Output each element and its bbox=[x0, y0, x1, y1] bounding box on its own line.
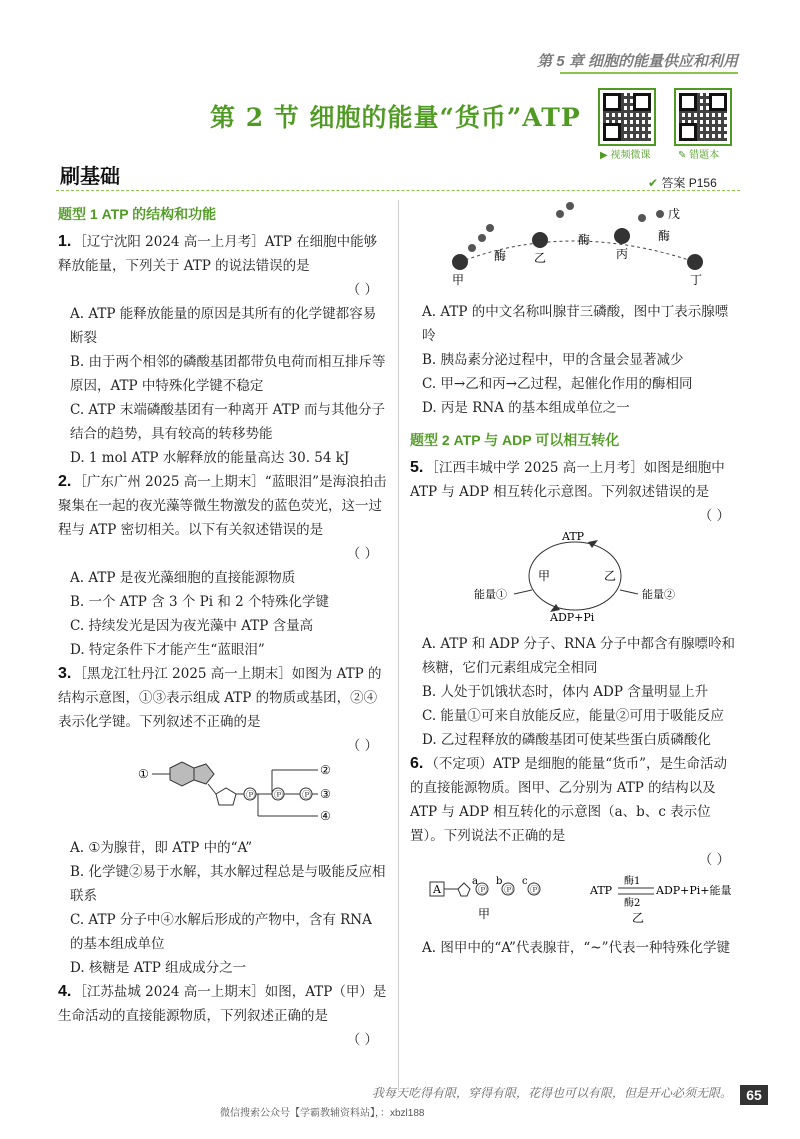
question-3: 3. ［黑龙江牡丹江 2025 高一上期末］如图为 ATP 的结构示意图，①③表示组成 ATP 的物质或基团，②④表示化学键。下列叙述不正确的是 （ ） ① Ⓟ Ⓟ Ⓟ ② ③ ④ A. ①为腺苷，即 ATP 中的“A” B. 化学键②易于水解，其水解过程总是与吸能反应相联系 C. ATP 分子中④水解后形成的产物中，含有 RNA 的基本组成单位 D. 核糖是 ATP 组成成分之一 bbox=[58, 662, 388, 980]
column-divider bbox=[398, 200, 399, 1090]
svg-text:Ⓟ: Ⓟ bbox=[504, 886, 514, 896]
fig-label-ding: 丁 bbox=[690, 273, 703, 287]
svg-text:甲: 甲 bbox=[538, 569, 551, 583]
svg-text:酶2: 酶2 bbox=[624, 898, 641, 909]
option-d[interactable]: D. 特定条件下才能产生“蓝眼泪” bbox=[70, 642, 265, 658]
atp-structure-conversion-figure bbox=[410, 872, 740, 928]
svg-text:ATP: ATP bbox=[590, 884, 613, 897]
fig-label-jia: 甲 bbox=[452, 273, 465, 287]
option-d[interactable]: D. 核糖是 ATP 组成成分之一 bbox=[70, 960, 247, 976]
option-d[interactable]: D. 丙是 RNA 的基本组成单位之一 bbox=[422, 400, 630, 416]
question-5: 5. ［江西丰城中学 2025 高一上月考］如图是细胞中 ATP 与 ADP 相互转化示意图。下列叙述错误的是 （ ） ATP ADP+Pi 甲 乙 能量① 能量② A. ATP 和 ADP 分子、RNA 分子中都含有腺嘌呤和核糖，它们元素组成完全相同 B. 人处于饥饿状态时，体内 ADP 含量明显上升 C. 能量①可来自放能反应，能量②可用于吸能反应 D. 乙过程释放的磷酸基团可使某些蛋白质磷酸化 bbox=[410, 456, 740, 752]
qr-label-errors: ✎ 错题本 bbox=[678, 150, 720, 161]
svg-text:Ⓟ: Ⓟ bbox=[530, 886, 540, 896]
question-1: 1. ［辽宁沈阳 2024 高一上月考］ATP 在细胞中能够释放能量，下列关于 ATP 的说法错误的是 （ ） A. ATP 能释放能量的原因是其所有的化学键都容易断裂 B. 由于两个相邻的磷酸基团都带负电荷而相互排斥等原因，ATP 中特殊化学键不稳定 C. ATP 末端磷酸基团有一种离开 ATP 而与其他分子结合的趋势，具有较高的转移势能 D. 1 mol ATP 水解释放的能量高达 30. 54 kJ bbox=[58, 230, 388, 470]
svg-text:②: ② bbox=[320, 763, 331, 777]
option-c[interactable]: C. ATP 末端磷酸基团有一种离开 ATP 而与其他分子结合的趋势，具有较高的转移势能 bbox=[70, 402, 386, 442]
svg-text:③: ③ bbox=[320, 787, 331, 801]
svg-text:a: a bbox=[472, 876, 478, 887]
fig-label-enzyme: 酶 bbox=[578, 233, 591, 247]
option-a[interactable]: A. ATP 是夜光藻细胞的直接能源物质 bbox=[70, 570, 296, 586]
option-b[interactable]: B. 由于两个相邻的磷酸基团都带负电荷而相互排斥等原因，ATP 中特殊化学键不稳定 bbox=[70, 354, 386, 394]
option-c[interactable]: C. 持续发光是因为夜光藻中 ATP 含量高 bbox=[70, 618, 314, 634]
fig-label-enzyme: 酶 bbox=[658, 229, 671, 243]
type-heading-1: 题型 1 ATP 的结构和功能 bbox=[58, 206, 217, 222]
option-a[interactable]: A. ATP 和 ADP 分子、RNA 分子中都含有腺嘌呤和核糖，它们元素组成完全相同 bbox=[422, 636, 735, 676]
svg-text:Ⓟ: Ⓟ bbox=[274, 791, 284, 801]
svg-text:Ⓟ: Ⓟ bbox=[302, 791, 312, 801]
option-b[interactable]: B. 一个 ATP 含 3 个 Pi 和 2 个特殊化学键 bbox=[70, 594, 330, 610]
option-d[interactable]: D. 乙过程释放的磷酸基团可使某些蛋白质磷酸化 bbox=[422, 732, 711, 748]
option-b[interactable]: B. 胰岛素分泌过程中，甲的含量会显著减少 bbox=[422, 352, 684, 368]
type-heading-2: 题型 2 ATP 与 ADP 可以相互转化 bbox=[410, 432, 620, 448]
answer-paren[interactable]: （ ） bbox=[346, 1032, 378, 1048]
option-c[interactable]: C. ATP 分子中④水解后形成的产物中，含有 RNA 的基本组成单位 bbox=[70, 912, 372, 952]
answer-paren[interactable]: （ ） bbox=[346, 738, 378, 754]
question-4: 4. ［江苏盐城 2024 高一上期末］如图，ATP（甲）是生命活动的直接能源物质，下列叙述正确的是 （ ） bbox=[58, 980, 388, 1052]
option-b[interactable]: B. 化学键②易于水解，其水解过程总是与吸能反应相联系 bbox=[70, 864, 386, 904]
answer-paren[interactable]: （ ） bbox=[346, 282, 378, 298]
page-number: 65 bbox=[740, 1085, 768, 1105]
option-b[interactable]: B. 人处于饥饿状态时，体内 ADP 含量明显上升 bbox=[422, 684, 709, 700]
chapter-underline bbox=[560, 72, 738, 74]
option-a[interactable]: A. ATP 的中文名称叫腺苷三磷酸，图中丁表示腺嘌呤 bbox=[422, 304, 729, 344]
svg-text:能量②: 能量② bbox=[642, 588, 675, 601]
svg-text:b: b bbox=[496, 876, 503, 887]
question-2: 2. ［广东广州 2025 高一上期末］“蓝眼泪”是海浪拍击聚集在一起的夜光藻等微生物激发的蓝色荧光，这一过程与 ATP 密切相关。以下有关叙述错误的是 （ ） A. ATP 是夜光藻细胞的直接能源物质 B. 一个 ATP 含 3 个 Pi 和 2 个特殊化学键 C. 持续发光是因为夜光藻中 ATP 含量高 D. 特定条件下才能产生“蓝眼泪” bbox=[58, 470, 388, 662]
svg-text:c: c bbox=[522, 876, 528, 887]
option-c[interactable]: C. 甲→乙和丙→乙过程，起催化作用的酶相同 bbox=[422, 376, 693, 392]
svg-text:④: ④ bbox=[320, 809, 331, 823]
svg-text:A: A bbox=[433, 883, 441, 896]
option-a[interactable]: A. 图甲中的“A”代表腺苷，“~”代表一种特殊化学键 bbox=[422, 940, 731, 956]
svg-text:Ⓟ: Ⓟ bbox=[246, 791, 256, 801]
question-6: 6. （不定项）ATP 是细胞的能量“货币”，是生命活动的直接能源物质。图甲、乙分别为 ATP 的结构以及 ATP 与 ADP 相互转化的示意图（a、b、c 表示位置）。下列说法不正确的是 （ ） A a Ⓟ b Ⓟ c Ⓟ 甲 ATP 酶1 酶2 ADP+Pi+能量 乙 A. 图甲中的“A”代表腺苷，“~”代表一种特殊化学键 bbox=[410, 752, 740, 960]
svg-text:乙: 乙 bbox=[632, 911, 645, 925]
qr-code-errors[interactable] bbox=[674, 88, 732, 146]
option-d[interactable]: D. 1 mol ATP 水解释放的能量高达 30. 54 kJ bbox=[70, 450, 350, 466]
svg-text:ADP+Pi+能量: ADP+Pi+能量 bbox=[656, 884, 732, 897]
fig-label-wu: 戊 bbox=[668, 207, 681, 221]
footer-promo: 微信搜索公众号【学霸教辅资料站】，：xbzl188 bbox=[220, 1108, 425, 1119]
option-a[interactable]: A. ATP 能释放能量的原因是其所有的化学键都容易断裂 bbox=[70, 306, 377, 346]
fig-label-1: ① bbox=[138, 767, 149, 781]
answer-paren[interactable]: （ ） bbox=[698, 508, 730, 524]
qr-label-video: ▶ 视频微课 bbox=[600, 150, 651, 161]
answer-paren[interactable]: （ ） bbox=[346, 546, 378, 562]
section-divider bbox=[56, 190, 740, 192]
fig-label-yi: 乙 bbox=[534, 251, 547, 265]
svg-text:ADP+Pi: ADP+Pi bbox=[550, 611, 595, 624]
option-c[interactable]: C. 能量①可来自放能反应，能量②可用于吸能反应 bbox=[422, 708, 724, 724]
answer-paren[interactable]: （ ） bbox=[698, 852, 730, 868]
svg-text:酶1: 酶1 bbox=[624, 876, 641, 887]
qr-code-video[interactable] bbox=[598, 88, 656, 146]
fig-label-bing: 丙 bbox=[616, 247, 629, 261]
svg-text:甲: 甲 bbox=[478, 907, 491, 921]
footer-quote: 我每天吃得有限，穿得有限，花得也可以有限，但是开心必须无限。 bbox=[372, 1086, 733, 1100]
svg-text:能量①: 能量① bbox=[474, 588, 507, 601]
option-a[interactable]: A. ①为腺苷，即 ATP 中的“A” bbox=[70, 840, 253, 856]
right-column bbox=[410, 200, 740, 960]
svg-text:乙: 乙 bbox=[604, 569, 617, 583]
atp-structure-figure bbox=[58, 758, 388, 828]
answer-reference: ✔ 答案 P156 bbox=[648, 176, 717, 190]
chapter-title: 第 5 章 细胞的能量供应和利用 bbox=[537, 53, 738, 70]
atp-hydrolysis-figure bbox=[410, 200, 740, 292]
section-title: 第 2 节 细胞的能量“货币”ATP bbox=[210, 103, 581, 132]
section-label: 刷基础 bbox=[60, 166, 120, 188]
atp-adp-cycle-figure bbox=[410, 528, 740, 624]
check-icon: ✔ bbox=[648, 176, 659, 190]
svg-text:Ⓟ: Ⓟ bbox=[478, 886, 488, 896]
fig-label-enzyme: 酶 bbox=[494, 249, 507, 263]
left-column bbox=[58, 200, 388, 1052]
svg-text:ATP: ATP bbox=[562, 530, 585, 543]
